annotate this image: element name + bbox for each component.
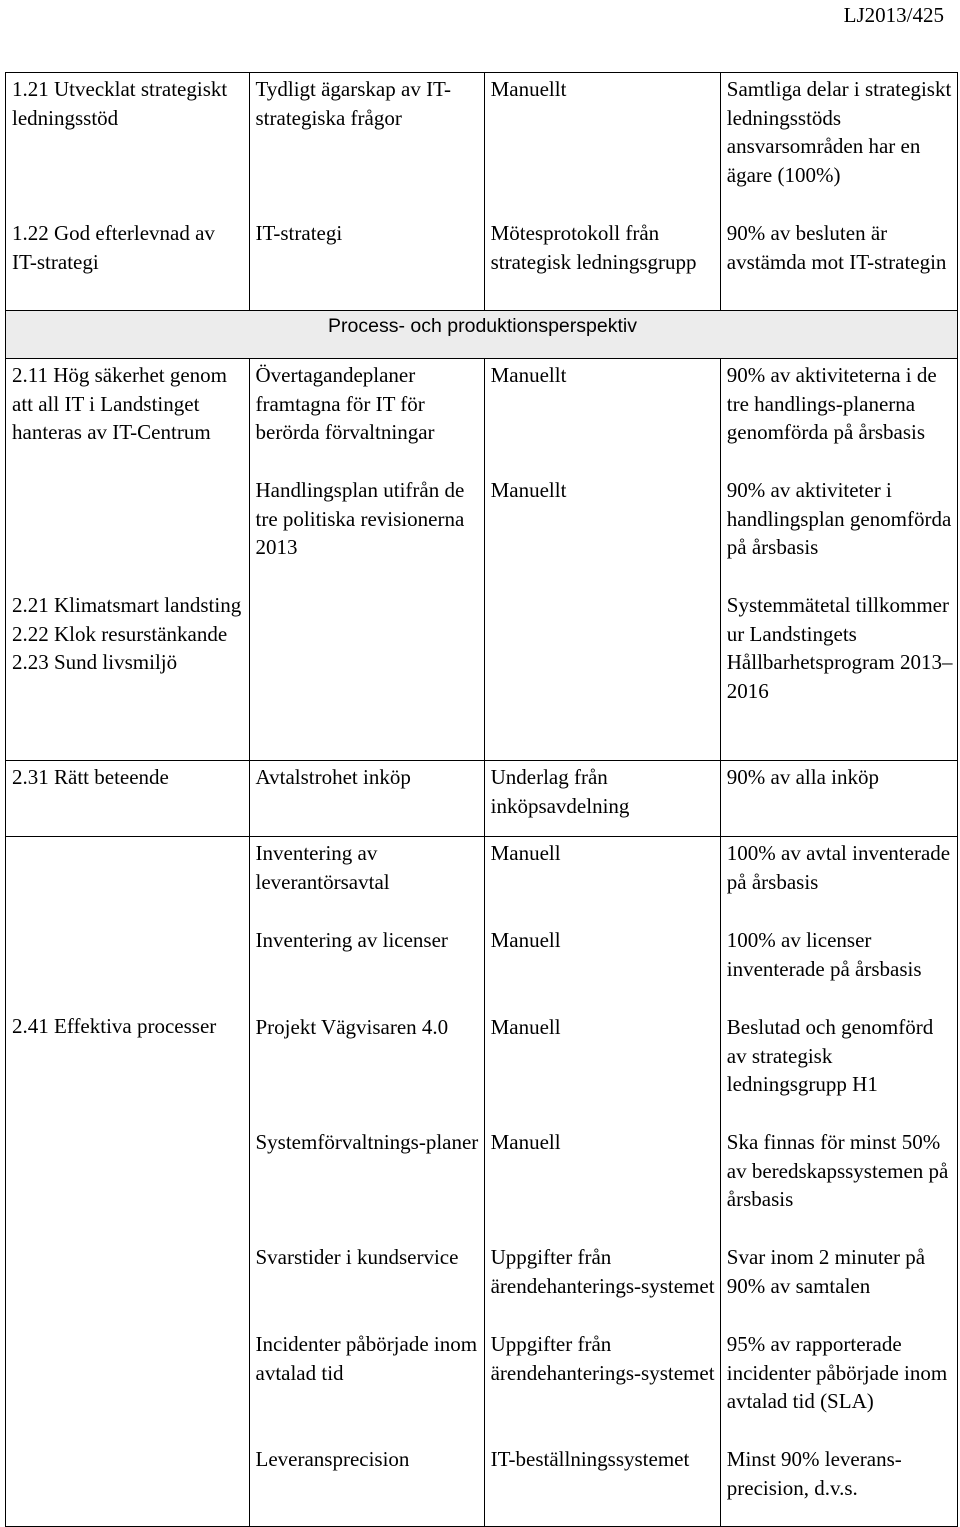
- goal-cell: [6, 837, 250, 1527]
- target-text: Ska finnas för minst 50% av beredskapssystemen på årsbasis: [726, 1130, 949, 1212]
- measure-text: Handlingsplan utifrån de tre politiska revisionerna 2013: [255, 478, 465, 560]
- method-cell: [484, 73, 720, 311]
- target-text: Beslutad och genomförd av strategisk ledningsgrupp H1: [726, 1015, 934, 1097]
- goal-text: 2.21 Klimatsmart landsting: [12, 593, 242, 617]
- method-text: Manuell: [490, 841, 561, 865]
- target-text: 90% av aktiviteter i handlingsplan genomförda på årsbasis: [726, 478, 952, 560]
- method-text: Manuellt: [490, 363, 567, 387]
- goal-text: 2.22 Klok resurstänkande: [12, 621, 228, 646]
- measure-text: Övertagandeplaner framtagna för IT för berörda förvaltningar: [255, 363, 435, 445]
- target-text: Systemmätetal tillkommer ur Landstingets Hållbarhetsprogram 2013–2016: [726, 593, 953, 703]
- target-cell: [720, 837, 957, 1527]
- measure-text: Inventering av leverantörsavtal: [255, 841, 390, 894]
- method-text: Manuellt: [490, 77, 567, 101]
- goal-cell: 2.31 Rätt beteende: [6, 761, 250, 837]
- method-text: Mötesprotokoll från strategisk ledningsgrupp: [490, 221, 697, 274]
- measure-text: Leveransprecision: [255, 1447, 410, 1471]
- measure-text: Inventering av licenser: [255, 928, 448, 952]
- measure-text: Tydligt ägarskap av IT-strategiska frågor: [255, 77, 451, 130]
- measure-text: Projekt Vägvisaren 4.0: [255, 1015, 449, 1039]
- measure-text: Svarstider i kundservice: [255, 1245, 459, 1269]
- target-text: 90% av aktiviteterna i de tre handlings-planerna genomförda på årsbasis: [726, 363, 937, 445]
- goal-text: 1.22 God efterlevnad av IT-strategi: [12, 221, 215, 274]
- target-text: 100% av licenser inventerade på årsbasis: [726, 928, 922, 981]
- goal-cell: [6, 359, 250, 761]
- measure-text: Incidenter påbörjade inom avtalad tid: [255, 1332, 478, 1385]
- goal-text: 2.41 Effektiva processer: [12, 1014, 217, 1038]
- target-cell: 90% av alla inköp: [720, 761, 957, 837]
- method-cell: [484, 837, 720, 1527]
- measure-cell: [249, 359, 484, 761]
- method-cell: Underlag från inköpsavdelning: [484, 761, 720, 837]
- measure-cell: [249, 73, 484, 311]
- section-heading: Process- och produktionsperspektiv: [6, 311, 958, 359]
- target-cell: [720, 73, 957, 311]
- method-text: Manuell: [490, 1015, 561, 1039]
- target-text: Minst 90% leverans-precision, d.v.s.: [726, 1447, 902, 1500]
- target-cell: [720, 359, 957, 761]
- table-row: [6, 359, 958, 761]
- method-text: Manuell: [490, 1130, 561, 1154]
- section-heading-row: [6, 311, 958, 359]
- target-text: Svar inom 2 minuter på 90% av samtalen: [726, 1245, 926, 1298]
- goal-cell: [6, 73, 250, 311]
- target-text: 100% av avtal inventerade på årsbasis: [726, 841, 951, 894]
- measure-text: Systemförvaltnings-planer: [255, 1130, 479, 1154]
- table-row: [6, 73, 958, 311]
- goal-text: 1.21 Utvecklat strategiskt ledningsstöd: [12, 77, 228, 130]
- target-text: Samtliga delar i strategiskt ledningsstöds ansvarsområden har en ägare (100%): [726, 77, 952, 187]
- measure-cell: [249, 837, 484, 1527]
- method-text: Uppgifter från ärendehanterings-systemet: [490, 1245, 715, 1298]
- target-text: 90% av besluten är avstämda mot IT-strategin: [726, 221, 947, 274]
- method-text: Uppgifter från ärendehanterings-systemet: [490, 1332, 715, 1385]
- measure-cell: Avtalstrohet inköp: [249, 761, 484, 837]
- measure-text: IT-strategi: [255, 221, 343, 245]
- method-text: Manuell: [490, 928, 561, 952]
- goal-text: 2.11 Hög säkerhet genom att all IT i Landstinget hanteras av IT-Centrum: [12, 363, 228, 445]
- goal-text: 2.23 Sund livsmiljö: [12, 650, 178, 675]
- method-cell: [484, 359, 720, 761]
- table-row: [6, 837, 958, 1527]
- method-text: Manuellt: [490, 478, 567, 502]
- measures-table: [5, 72, 958, 1527]
- target-text: 95% av rapporterade incidenter påbörjade inom avtalad tid (SLA): [726, 1332, 948, 1414]
- method-text: IT-beställningssystemet: [490, 1447, 690, 1471]
- table-row: [6, 761, 958, 837]
- document-reference: LJ2013/425: [843, 3, 944, 27]
